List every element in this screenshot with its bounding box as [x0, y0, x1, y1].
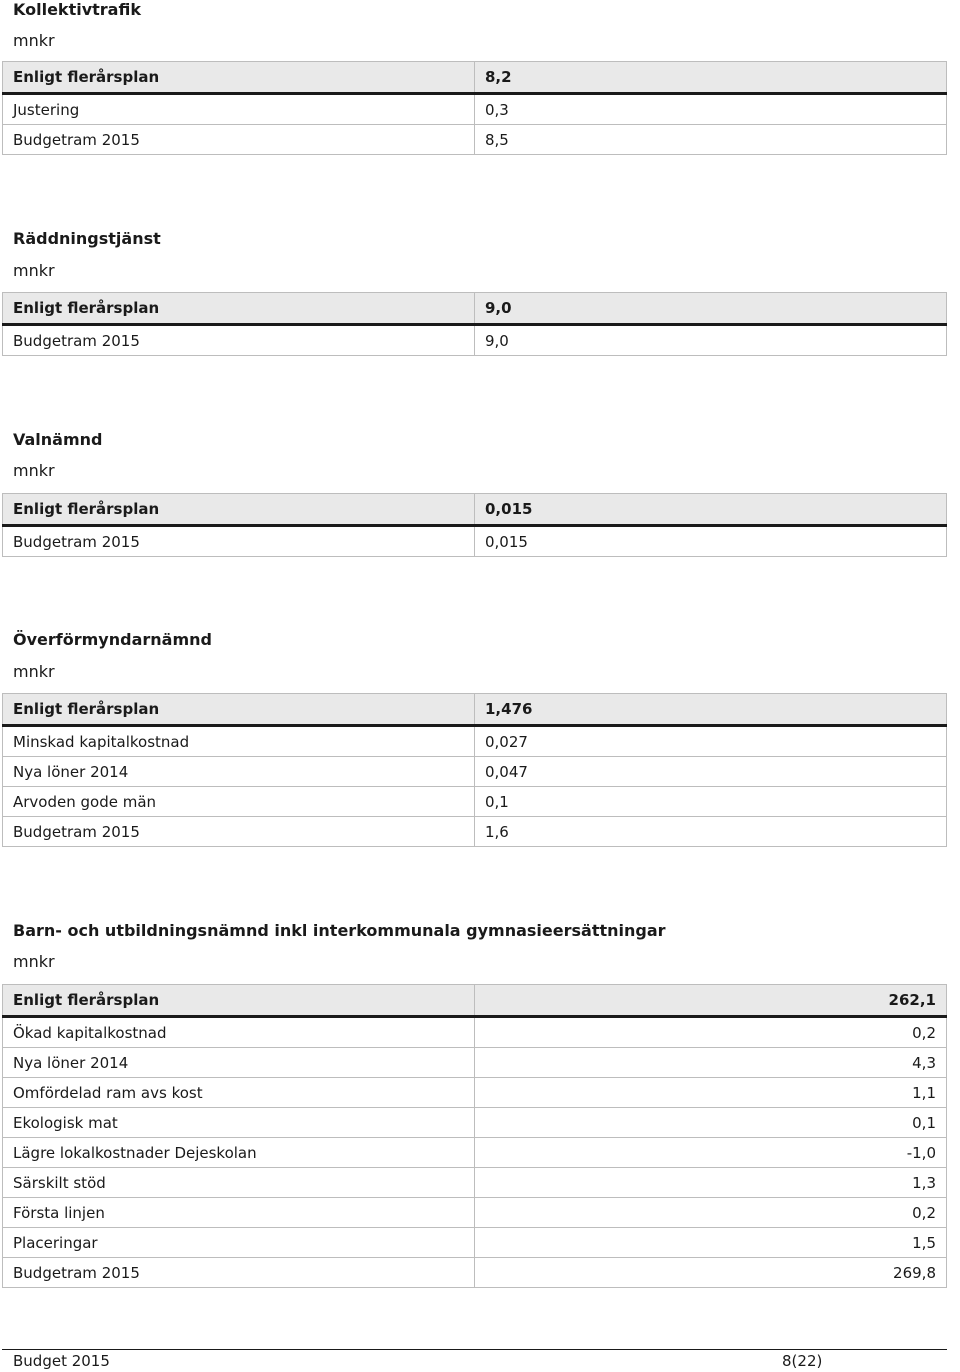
- table-row: [3, 94, 947, 125]
- row-label: Ökad kapitalkostnad: [3, 1017, 475, 1048]
- row-value: 1,5: [475, 1228, 947, 1258]
- row-label: Budgetram 2015: [3, 817, 475, 847]
- section-title: Kollektivtrafik: [13, 0, 141, 19]
- row-label: Arvoden gode män: [3, 787, 475, 817]
- row-label: Nya löner 2014: [3, 757, 475, 787]
- table-row: [3, 1138, 947, 1168]
- row-label: Budgetram 2015: [3, 526, 475, 557]
- table-row: [3, 1258, 947, 1288]
- footer-divider: [2, 1349, 947, 1350]
- table-header-row: [3, 494, 947, 526]
- row-label: Justering: [3, 94, 475, 125]
- header-value: 262,1: [475, 985, 947, 1017]
- row-value: 8,5: [475, 125, 947, 155]
- row-value: 0,1: [475, 1108, 947, 1138]
- footer-document-title: Budget 2015: [13, 1352, 110, 1370]
- row-value: 0,2: [475, 1017, 947, 1048]
- table-row: [3, 1198, 947, 1228]
- table-row: [3, 325, 947, 356]
- row-value: 1,3: [475, 1168, 947, 1198]
- table-row: [3, 757, 947, 787]
- header-label: Enligt flerårsplan: [3, 62, 475, 94]
- budget-table: [2, 61, 947, 155]
- row-value: 1,1: [475, 1078, 947, 1108]
- row-label: Nya löner 2014: [3, 1048, 475, 1078]
- table-row: [3, 1168, 947, 1198]
- unit-label: mnkr: [13, 261, 55, 280]
- table-row: [3, 526, 947, 557]
- row-label: Budgetram 2015: [3, 1258, 475, 1288]
- table-row: [3, 726, 947, 757]
- header-value: 9,0: [475, 293, 947, 325]
- table-header-row: [3, 985, 947, 1017]
- row-label: Minskad kapitalkostnad: [3, 726, 475, 757]
- row-value: 269,8: [475, 1258, 947, 1288]
- header-value: 0,015: [475, 494, 947, 526]
- row-label: Budgetram 2015: [3, 125, 475, 155]
- table-row: [3, 1048, 947, 1078]
- row-value: 0,027: [475, 726, 947, 757]
- row-label: Budgetram 2015: [3, 325, 475, 356]
- row-label: Lägre lokalkostnader Dejeskolan: [3, 1138, 475, 1168]
- row-value: 0,047: [475, 757, 947, 787]
- budget-table: [2, 693, 947, 847]
- table-row: [3, 1078, 947, 1108]
- section-title: Barn- och utbildningsnämnd inkl interkommunala gymnasieersättningar: [13, 921, 666, 940]
- budget-table: [2, 493, 947, 557]
- row-value: 9,0: [475, 325, 947, 356]
- row-value: -1,0: [475, 1138, 947, 1168]
- row-value: 0,1: [475, 787, 947, 817]
- unit-label: mnkr: [13, 31, 55, 50]
- row-value: 0,015: [475, 526, 947, 557]
- header-label: Enligt flerårsplan: [3, 293, 475, 325]
- unit-label: mnkr: [13, 461, 55, 480]
- header-label: Enligt flerårsplan: [3, 694, 475, 726]
- row-label: Omfördelad ram avs kost: [3, 1078, 475, 1108]
- footer-page-number: 8(22): [782, 1352, 823, 1370]
- budget-table: [2, 292, 947, 356]
- section-title: Räddningstjänst: [13, 229, 161, 248]
- table-row: [3, 787, 947, 817]
- row-value: 4,3: [475, 1048, 947, 1078]
- section-title: Överförmyndarnämnd: [13, 630, 212, 649]
- header-value: 8,2: [475, 62, 947, 94]
- table-row: [3, 1017, 947, 1048]
- row-label: Ekologisk mat: [3, 1108, 475, 1138]
- row-label: Placeringar: [3, 1228, 475, 1258]
- header-value: 1,476: [475, 694, 947, 726]
- table-row: [3, 125, 947, 155]
- row-label: Första linjen: [3, 1198, 475, 1228]
- table-header-row: [3, 293, 947, 325]
- table-header-row: [3, 694, 947, 726]
- budget-table: [2, 984, 947, 1288]
- header-label: Enligt flerårsplan: [3, 494, 475, 526]
- row-value: 0,3: [475, 94, 947, 125]
- table-row: [3, 817, 947, 847]
- header-label: Enligt flerårsplan: [3, 985, 475, 1017]
- table-row: [3, 1228, 947, 1258]
- row-label: Särskilt stöd: [3, 1168, 475, 1198]
- section-title: Valnämnd: [13, 430, 103, 449]
- row-value: 0,2: [475, 1198, 947, 1228]
- table-header-row: [3, 62, 947, 94]
- row-value: 1,6: [475, 817, 947, 847]
- unit-label: mnkr: [13, 662, 55, 681]
- unit-label: mnkr: [13, 952, 55, 971]
- table-row: [3, 1108, 947, 1138]
